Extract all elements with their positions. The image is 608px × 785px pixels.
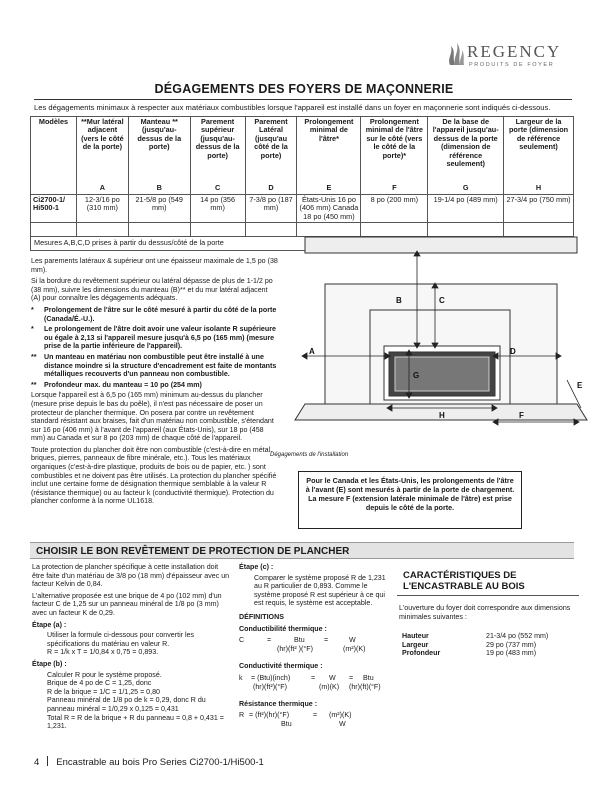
- col-header-d: Parement Latéral (jusqu'au côté de la porte) D: [245, 117, 297, 195]
- hearth-extension-notice: Pour le Canada et les États-Unis, les prolongements de l'âtre à l'avant (E) sont mesurés à partir de la porte de chargement. La mesure F (extension latérale minimale de l'âtre) est prise depuis le côté de la porte.: [298, 471, 522, 529]
- definitions-heading: DÉFINITIONS: [239, 612, 284, 621]
- table-header-row: [31, 117, 574, 195]
- page-number: 4: [34, 757, 40, 768]
- step-b-brick-r: R de la brique = 1/C = 1/1,25 = 0,80: [47, 687, 160, 696]
- clearance-table: [30, 116, 574, 251]
- bullet-mantel-material: ** Un manteau en matériau non combustible peut être installé à une distance moindre si la structure d'encadrement est faite de montants métalliques recouverts d'un panneau non combustible.: [31, 352, 277, 379]
- resistance-formula: R = (ft²)(hr)(°F) = (m²)(K) Btu W: [239, 711, 352, 729]
- regency-logo: [447, 38, 577, 78]
- step-a-formula: R = 1/k x T = 1/0,84 x 0,75 = 0,893.: [47, 648, 159, 657]
- list-item: Largeur 29 po (737 mm): [402, 640, 537, 649]
- title-divider: [34, 99, 572, 100]
- characteristics-title: CARACTÉRISTIQUES DE L'ENCASTRABLE AU BOIS: [403, 570, 525, 592]
- floor-material-note: Toute protection du plancher doit être non combustible (c'est-à-dire en métal, briques, pierres, panneaux de fibre minérale, etc.). Tous les matériaux organiques (c'est-à-dire plastique, produits de bois ou de papier, etc. ) sont combustibles et ne doivent pas être utilisés. La protection du plancher spécifié inclut une certaine forme de désignation thermique semblable à la valeur R (résistance thermique) ou au facteur k (conductivité thermique). Protection du plancher conforme à la norme UL1618.: [31, 445, 277, 506]
- table-row: [31, 195, 574, 223]
- cell-h: 27-3/4 po (750 mm): [504, 195, 574, 223]
- col-header-f: Prolongement minimal de l'âtre sur le côté (vers le côté de la porte)* F: [361, 117, 428, 195]
- step-b-text: Calculer R pour le système proposé.: [47, 670, 162, 679]
- border-note: Si la bordure du revêtement supérieur ou latéral dépasse de plus de 1-1/2 po (38 mm), suivre les dimensions du manteau (B)** et du mur latéral adjacent (A) pour connaître les dégagements adéquats.: [31, 277, 273, 303]
- bullet-insulation: * Le prolongement de l'âtre doit avoir une valeur isolante R supérieure ou égale à 2,13 si l'appareil mesure jusqu'à 6,5 po (165 mm) (mesure prise de la partie inférieure de l'appareil).: [31, 325, 276, 351]
- label-d: D: [510, 347, 516, 356]
- cell-c: 14 po (356 mm): [190, 195, 245, 223]
- step-a-text: Utiliser la formule ci-dessous pour convertir les spécifications du matériau en valeur R.: [47, 631, 195, 648]
- col-header-b: Manteau ** (jusqu'au-dessus de la porte) B: [128, 117, 190, 195]
- step-c-heading: Étape (c) :: [239, 563, 274, 571]
- cell-a: 12-3/16 po (310 mm): [76, 195, 128, 223]
- cell-model: Ci2700-1/ Hi500-1: [31, 195, 77, 223]
- col-header-c: Parement supérieur (jusqu'au-dessus de la porte) C: [190, 117, 245, 195]
- step-b-total: Total R = R de la brique + R du panneau = 0,8 + 0,431 = 1,231.: [47, 713, 224, 731]
- col-header-g: De la base de l'appareil jusqu'au-dessus de la porte (dimension de référence seulement) G: [428, 117, 504, 195]
- cell-e: États-Unis 16 po (406 mm) Canada 18 po (450 mm): [297, 195, 361, 223]
- label-e: E: [577, 381, 583, 390]
- page-title: DÉGAGEMENTS DES FOYERS DE MAÇONNERIE: [154, 82, 454, 96]
- section-header: [30, 542, 574, 559]
- step-c-text: Comparer le système proposé R de 1,231 au R particulier de 0,893. Comme le système proposé R est supérieur à ce qui est requis, le système est acceptable.: [254, 573, 386, 608]
- col-header-model: Modèles: [31, 117, 77, 195]
- bullet-hearth-side: * Prolongement de l'âtre sur le côté mesuré à partir du côté de la porte (Canada/É.-U.).: [31, 305, 277, 323]
- step-b-heading: Étape (b) :: [32, 659, 67, 668]
- conductivity-heading: Conductivité thermique :: [239, 662, 323, 671]
- brand-name: REGENCY: [467, 42, 562, 61]
- cell-f: 8 po (200 mm): [361, 195, 428, 223]
- alternative-para: L'alternative proposée est une brique de 4 po (102 mm) d'un facteur C de 1,25 sur un panneau minéral de 1/8 po (3 mm) avec un facteur K de 0,29.: [32, 591, 222, 617]
- step-b-brick: Brique de 4 po de C = 1,25, donc: [47, 679, 152, 688]
- conductance-heading: Conductibilité thermique :: [239, 624, 327, 633]
- facing-note: Les parements latéraux & supérieur ont une épaisseur maximale de 1,5 po (38 mm).: [31, 257, 278, 274]
- list-item: Hauteur 21-3/4 po (552 mm): [402, 632, 549, 640]
- bullet-mantel-depth: ** Profondeur max. du manteau = 10 po (254 mm): [31, 380, 202, 389]
- clearance-diagram: [285, 232, 590, 462]
- mantel-shelf: [305, 237, 577, 253]
- label-g: G: [413, 371, 420, 380]
- label-c: C: [439, 296, 445, 305]
- section-title: CHOISIR LE BON REVÊTEMENT DE PROTECTION DE PLANCHER: [36, 546, 350, 557]
- page-footer: [34, 756, 264, 768]
- cell-g: 19-1/4 po (489 mm): [428, 195, 504, 223]
- col-header-a: **Mur latéral adjacent (vers le côté de la porte) A: [76, 117, 128, 195]
- intro-text: Les dégagements minimaux à respecter aux matériaux combustibles lorsque l'appareil est installé dans un foyer en maçonnerie sont indiqués ci-dessous.: [34, 103, 551, 112]
- footer-divider: [47, 756, 48, 766]
- list-item: Profondeur 19 po (483 mm): [402, 649, 537, 657]
- label-b: B: [396, 296, 402, 305]
- resistance-heading: Résistance thermique :: [239, 699, 318, 708]
- label-f: F: [519, 411, 524, 420]
- cell-b: 21-5/8 po (549 mm): [128, 195, 190, 223]
- step-b-panel: Panneau minéral de 1/8 po de k = 0,29, donc R du panneau minéral = 1/0,29 x 0,125 = 0,431: [47, 696, 206, 713]
- label-a: A: [309, 347, 315, 356]
- insert-characteristics-header: [397, 566, 579, 596]
- clearance-notes: [31, 257, 278, 509]
- col-header-h: Largeur de la porte (dimension de référence seulement) H: [504, 117, 574, 195]
- conductivity-formula: k = (Btu)(inch) = W = Btu (hr)(ft²)(°F) (m)(K) (hr)(ft)(°F): [239, 673, 381, 691]
- floor-protector-note: Lorsque l'appareil est à 6,5 po (165 mm) minimum au-dessus du plancher (mesure prise depuis le bas du poêle), il n'est pas nécessaire de poser un protecteur de plancher thermique. On posera par contre un revêtement standard résistant aux braises, fait d'un matériau non combustible, s'étendant sur 16 po (406 mm) à l'avant de l'appareil (aux États-Unis), sur 18 po (458 mm) au Canada et sur 8 po (203 mm) de chaque côté de l'appareil.: [31, 391, 274, 443]
- brand-tagline: PRODUITS DE FOYER: [469, 62, 555, 68]
- diagram-caption: Dégagements de l'installation: [270, 452, 349, 458]
- footer-text: Encastrable au bois Pro Series Ci2700-1/Hi500-1: [56, 757, 264, 768]
- step-a-heading: Étape (a) :: [32, 620, 67, 629]
- col-header-e: Prolongement minimal de l'âtre* E: [297, 117, 361, 195]
- flame-icon: [447, 40, 465, 66]
- conductance-formula: C = Btu = W (hr)(ft² )(°F) (m²)(K): [239, 636, 366, 654]
- floor-protection-example: [32, 563, 232, 731]
- label-h: H: [439, 411, 445, 420]
- spec-para: La protection de plancher spécifique à cette installation doit être faite d'un matériau de 3/8 po (18 mm) d'épaisseur avec un facteur Kelvin de 0,84.: [32, 563, 230, 589]
- opening-dimensions: [402, 632, 574, 658]
- table-note: Mesures A,B,C,D prises à partir du dessus/côté de la porte: [31, 237, 574, 250]
- cell-d: 7-3/8 po (187 mm): [245, 195, 297, 223]
- characteristics-intro: L'ouverture du foyer doit correspondre aux dimensions minimales suivantes :: [399, 604, 571, 621]
- definitions-column: [239, 563, 389, 734]
